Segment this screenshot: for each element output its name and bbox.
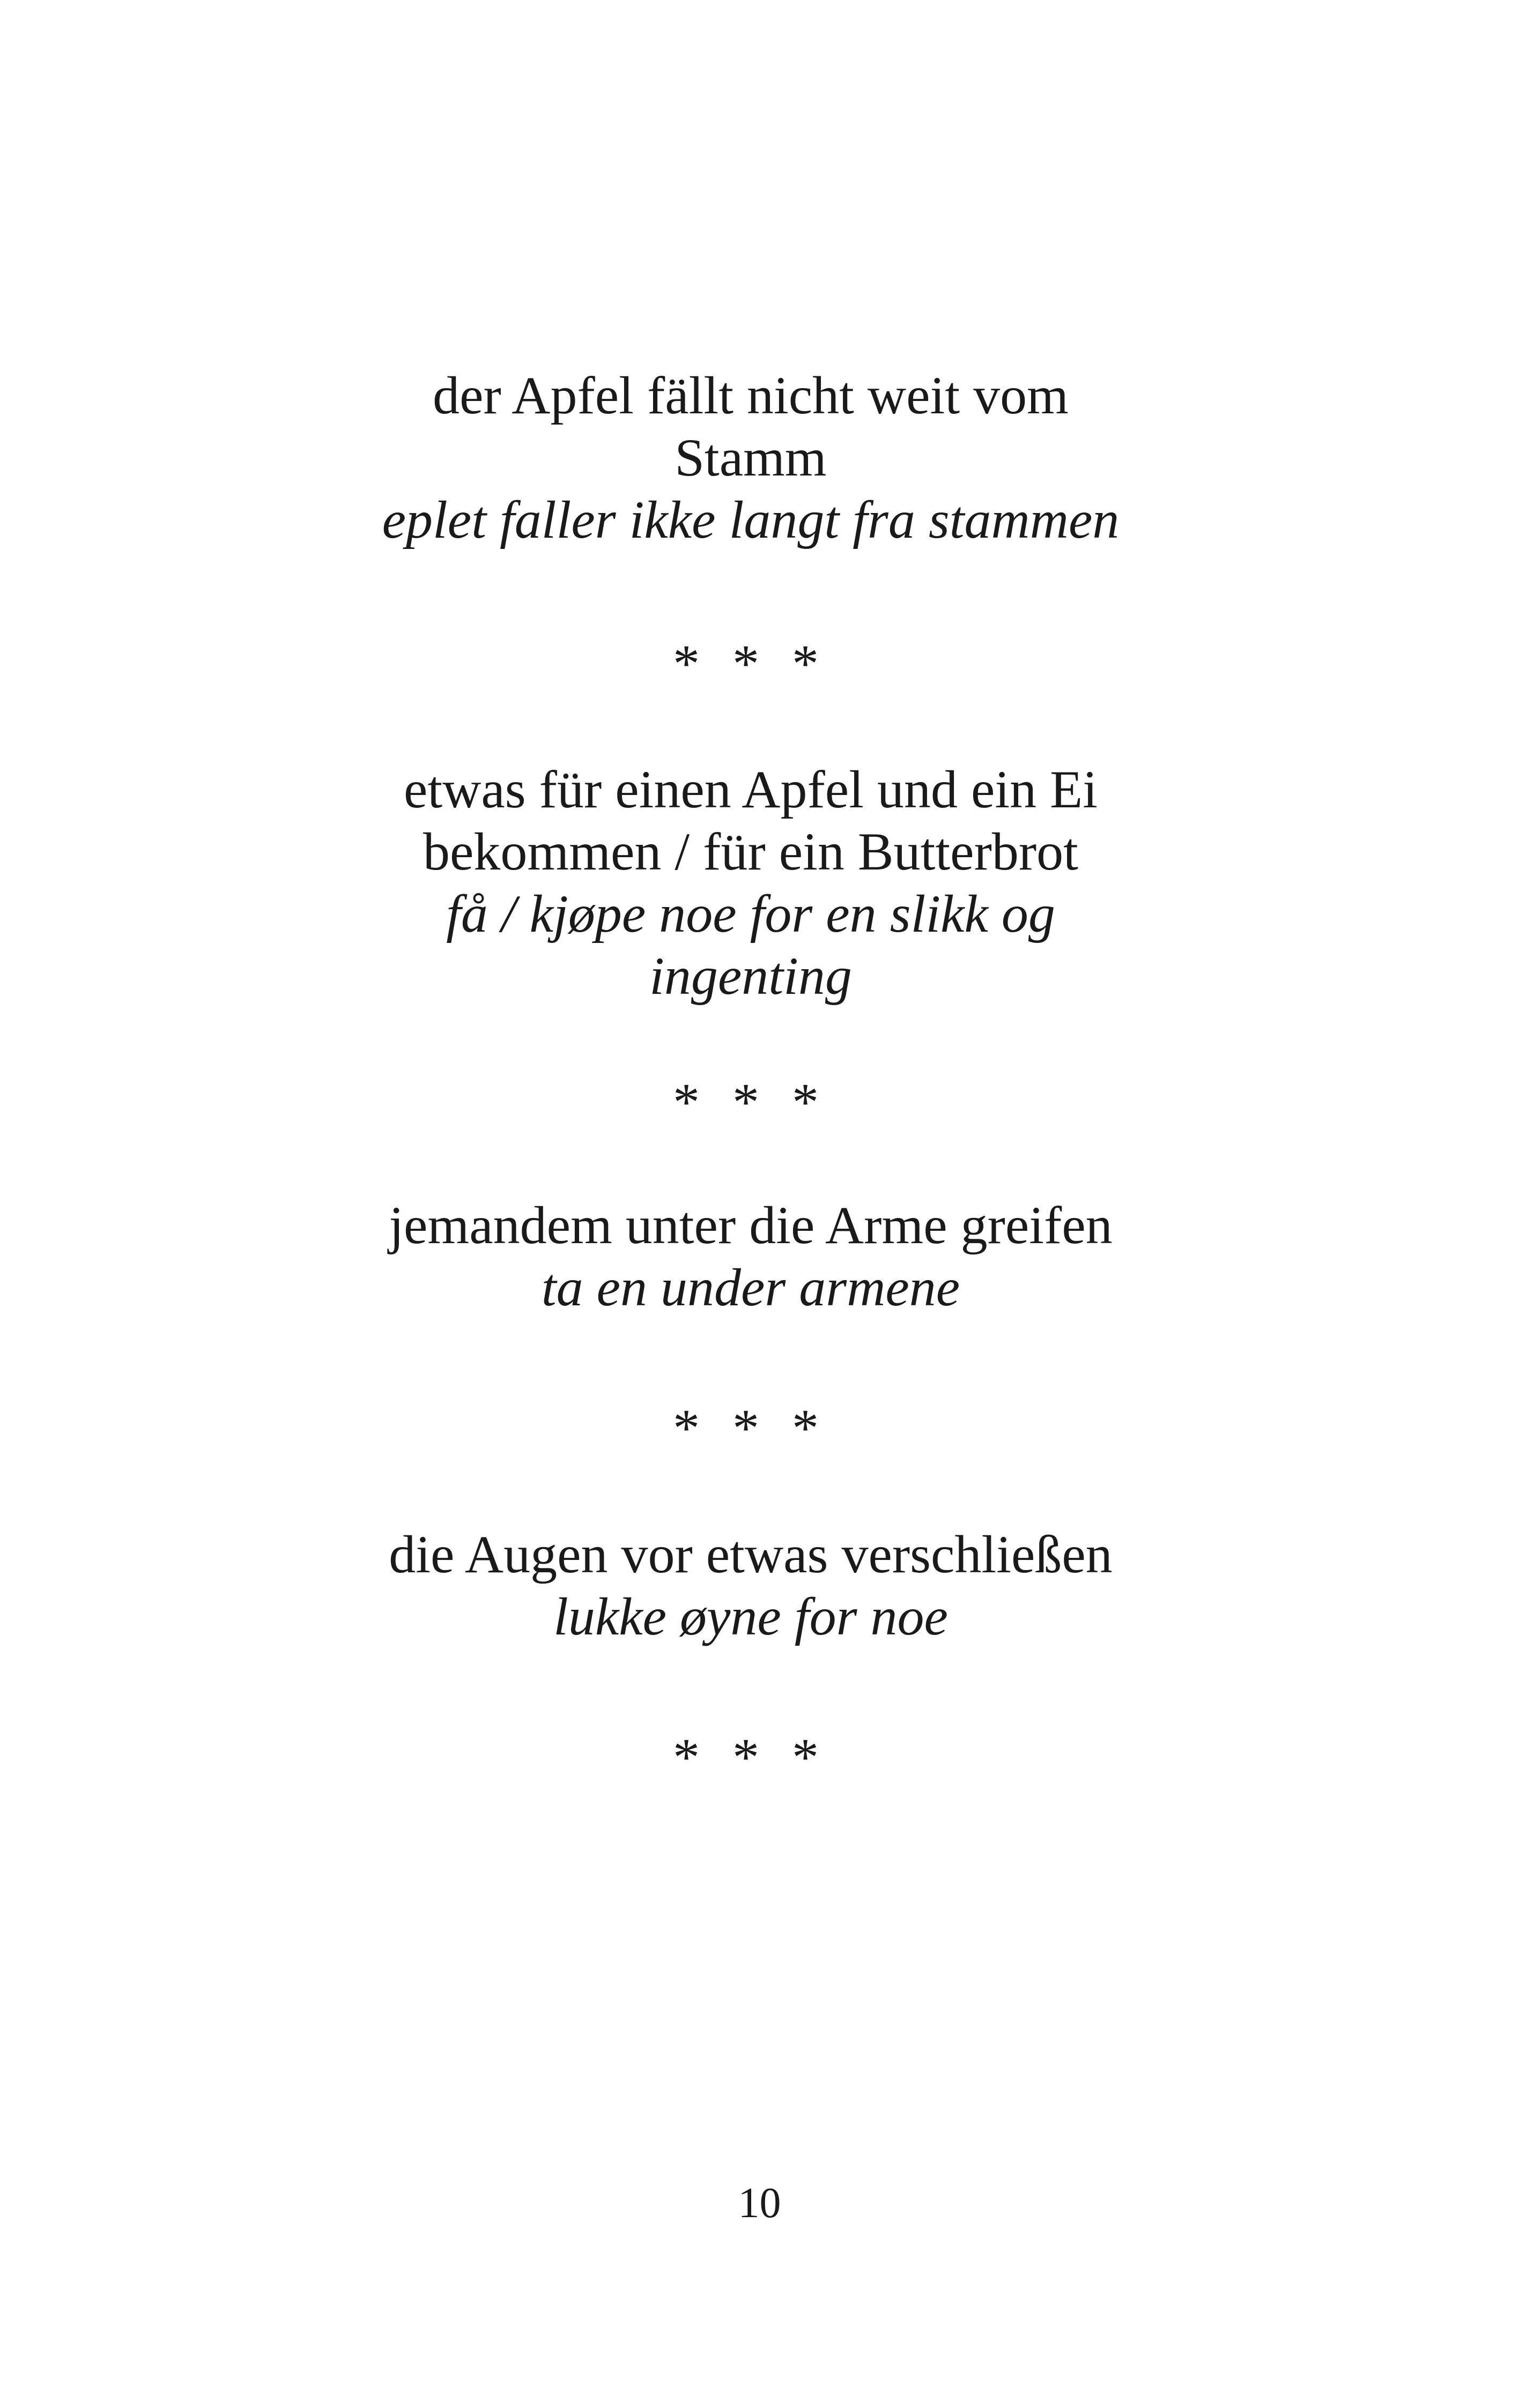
section-separator: * * * [673,1398,828,1458]
idiom-entry [375,365,1126,551]
norwegian-translation-line: få / kjøpe noe for en slikk og [446,884,1055,943]
norwegian-translation-line: ingenting [649,946,852,1006]
german-idiom-line: die Augen vor etwas verschließen [389,1525,1113,1584]
idiom-entry [375,1523,1126,1648]
idiom-entry [375,1194,1126,1319]
section-separator: * * * [673,1727,828,1787]
norwegian-translation-line: lukke øyne for noe [553,1587,948,1646]
german-idiom-line: der Apfel fällt nicht weit vom [433,366,1069,425]
idiom-entry [375,759,1126,1007]
german-idiom-line: Stamm [675,428,827,487]
norwegian-translation-line: eplet faller ikke langt fra stammen [382,490,1120,549]
german-idiom-line: jemandem unter die Arme greifen [389,1195,1113,1255]
section-separator: * * * [673,1072,828,1132]
norwegian-translation-line: ta en under armene [541,1258,960,1317]
section-separator: * * * [673,634,828,693]
german-idiom-line: bekommen / für ein Butterbrot [423,822,1078,881]
page-number: 10 [738,2180,781,2227]
german-idiom-line: etwas für einen Apfel und ein Ei [403,760,1098,819]
